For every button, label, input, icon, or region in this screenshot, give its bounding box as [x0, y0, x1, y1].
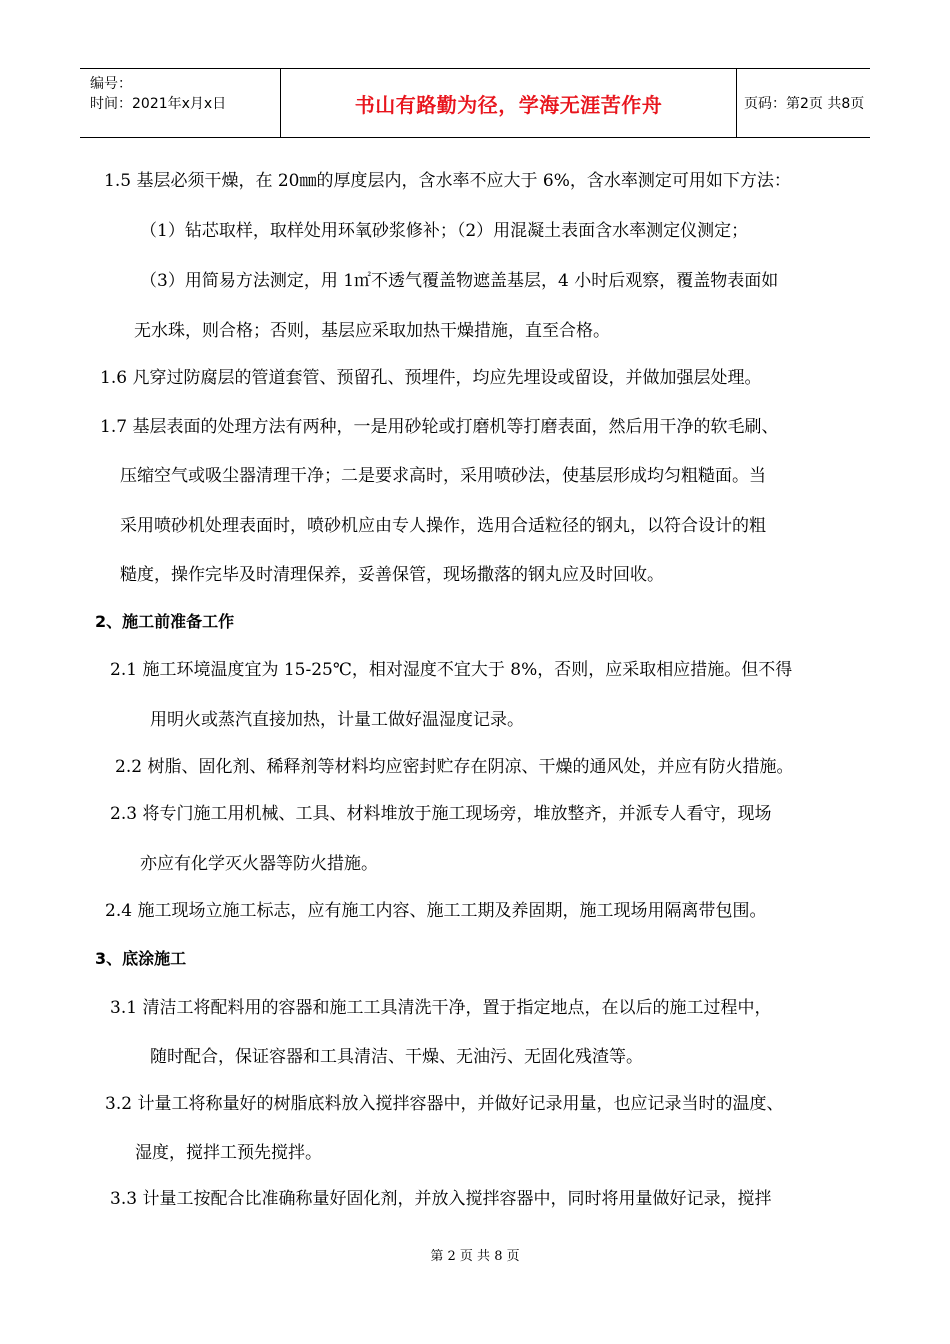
paragraph-2-1-line-1: 2.1 施工环境温度宜为 15-25℃，相对湿度不宜大于 8%，否则，应采取相应措施。但不得: [110, 660, 793, 680]
paragraph-1-5-line-3: （3）用简易方法测定，用 1㎡不透气覆盖物遮盖基层，4 小时后观察，覆盖物表面如: [140, 271, 779, 291]
paragraph-1-6: 1.6 凡穿过防腐层的管道套管、预留孔、预埋件，均应先埋设或留设，并做加强层处理。: [100, 368, 762, 388]
paragraph-3-2-line-1: 3.2 计量工将称量好的树脂底料放入搅拌容器中，并做好记录用量，也应记录当时的温度、: [105, 1094, 784, 1114]
paragraph-2-3-line-1: 2.3 将专门施工用机械、工具、材料堆放于施工现场旁，堆放整齐，并派专人看守，现场: [110, 804, 772, 824]
paragraph-1-7-line-4: 糙度，操作完毕及时清理保养，妥善保管，现场撒落的钢丸应及时回收。: [120, 565, 664, 585]
section-heading-2: 2、施工前准备工作: [95, 612, 235, 631]
header-page-cell: [736, 69, 870, 137]
paragraph-1-7-line-3: 采用喷砂机处理表面时，喷砂机应由专人操作，选用合适粒径的钢丸，以符合设计的粗: [120, 516, 766, 536]
paragraph-1-7-line-1: 1.7 基层表面的处理方法有两种，一是用砂轮或打磨机等打磨表面，然后用干净的软毛刷、: [100, 417, 779, 437]
header-page-info: 页码：第2页 共8页: [744, 96, 865, 112]
paragraph-2-2: 2.2 树脂、固化剂、稀释剂等材料均应密封贮存在阴凉、干燥的通风处，并应有防火措施。: [115, 757, 794, 777]
header-motto: 书山有路勤为径，学海无涯苦作舟: [354, 92, 663, 117]
header-left-cell: [80, 69, 280, 137]
paragraph-1-7-line-2: 压缩空气或吸尘器清理干净；二是要求高时，采用喷砂法，使基层形成均匀粗糙面。当: [120, 466, 766, 486]
document-number-label: 编号：: [90, 76, 132, 92]
paragraph-1-5-line-4: 无水珠，则合格；否则，基层应采取加热干燥措施，直至合格。: [134, 321, 610, 341]
paragraph-2-1-line-2: 用明火或蒸汽直接加热，计量工做好温湿度记录。: [150, 710, 524, 730]
paragraph-3-2-line-2: 湿度，搅拌工预先搅拌。: [135, 1143, 322, 1163]
section-heading-3: 3、底涂施工: [95, 949, 187, 968]
page-header: [80, 68, 870, 138]
paragraph-3-1-line-2: 随时配合，保证容器和工具清洁、干燥、无油污、无固化残渣等。: [150, 1047, 643, 1067]
paragraph-1-5-line-1: 1.5 基层必须干燥，在 20㎜的厚度层内，含水率不应大于 6%，含水率测定可用如下方法：: [104, 171, 791, 191]
page-footer: 第 2 页 共 8 页: [430, 1249, 520, 1264]
header-motto-cell: [280, 69, 737, 137]
document-date-label: 时间：2021年x月x日: [90, 96, 227, 112]
paragraph-3-3-line-1: 3.3 计量工按配合比准确称量好固化剂，并放入搅拌容器中，同时将用量做好记录，搅拌: [110, 1189, 772, 1209]
paragraph-3-1-line-1: 3.1 清洁工将配料用的容器和施工工具清洗干净，置于指定地点，在以后的施工过程中，: [110, 998, 772, 1018]
paragraph-1-5-line-2: （1）钻芯取样，取样处用环氧砂浆修补；（2）用混凝土表面含水率测定仪测定；: [140, 221, 749, 241]
paragraph-2-3-line-2: 亦应有化学灭火器等防火措施。: [140, 854, 378, 874]
paragraph-2-4: 2.4 施工现场立施工标志，应有施工内容、施工工期及养固期，施工现场用隔离带包围。: [105, 901, 767, 921]
